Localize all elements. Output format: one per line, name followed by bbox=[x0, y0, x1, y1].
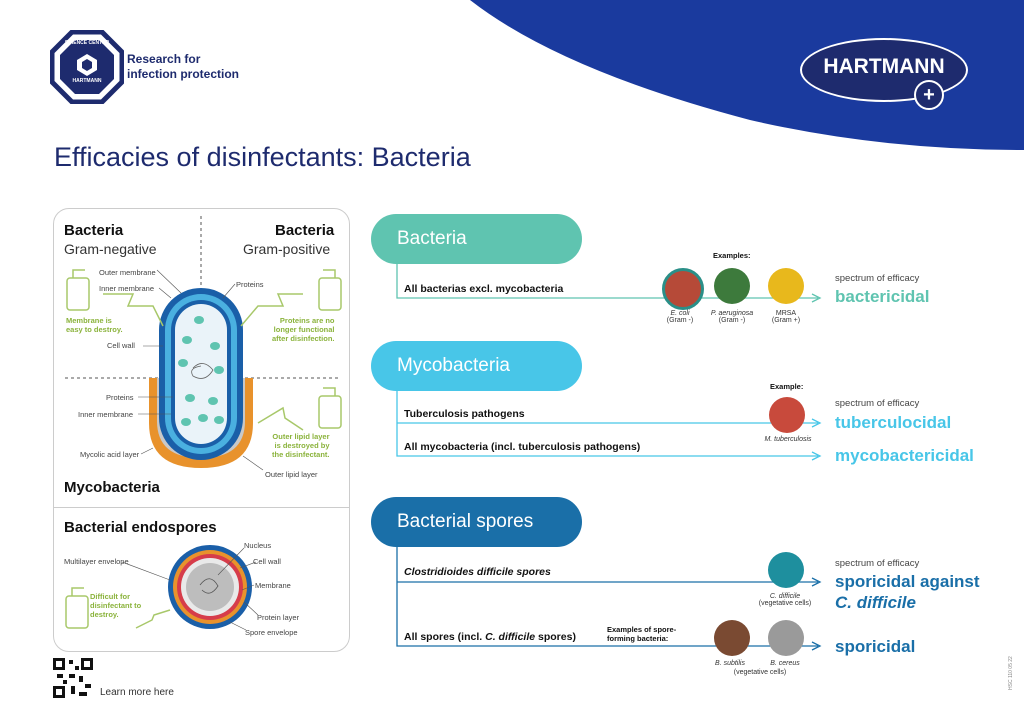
ex-bcereus: B. cereus bbox=[770, 660, 800, 667]
gram-negative-sub: Gram-negative bbox=[64, 241, 157, 257]
ex-mrsa-name: MRSA bbox=[775, 310, 797, 317]
gram-positive-title: Bacteria bbox=[275, 222, 335, 239]
label-nucleus: Nucleus bbox=[244, 541, 272, 550]
logo-ring-text: SCIENCE CENTER bbox=[64, 40, 110, 46]
ex-paeruginosa bbox=[702, 310, 762, 324]
efficacy-sporicidal-cdiff: sporicidal against bbox=[835, 572, 980, 591]
gram-positive-sub: Gram-positive bbox=[243, 241, 331, 257]
label-multilayer: Multilayer envelope bbox=[64, 557, 129, 566]
spectrum-label-myco: spectrum of efficacy bbox=[835, 398, 920, 409]
ex-cdifficile-name: C. difficile bbox=[769, 593, 801, 600]
plus-icon: + bbox=[914, 80, 944, 110]
mtuberculosis-image bbox=[769, 397, 805, 433]
note-proteins-nonfunctional: Proteins are no longer functional after disinfection. bbox=[272, 316, 335, 343]
example-heading-myco: Example: bbox=[770, 382, 804, 391]
efficacy-tuberculocidal: tuberculocidal bbox=[835, 413, 952, 432]
logo-inner-text: HARTMANN bbox=[72, 78, 102, 84]
row-cdifficile-spores: Clostridioides difficile spores bbox=[404, 566, 551, 578]
gram-negative-title: Bacteria bbox=[64, 222, 124, 239]
efficacy-sporicidal: sporicidal bbox=[835, 637, 916, 656]
endospores-title: Bacterial endospores bbox=[64, 519, 217, 536]
spectrum-label-bacteria: spectrum of efficacy bbox=[835, 273, 920, 284]
label-inner-membrane-2: Inner membrane bbox=[78, 410, 134, 419]
note-spore-difficult: Difficult for disinfectant to destroy. bbox=[90, 592, 142, 619]
qr-code[interactable] bbox=[53, 658, 93, 698]
ex-ecoli-sub: (Gram -) bbox=[666, 317, 694, 324]
note-membrane-easy: Membrane is easy to destroy. bbox=[66, 316, 123, 334]
row-all-spores bbox=[404, 631, 576, 643]
ex-cdifficile-sub: (vegetative cells) bbox=[758, 600, 812, 607]
label-protein-layer: Protein layer bbox=[257, 613, 300, 622]
brand-line-2: infection protection bbox=[127, 67, 239, 81]
ecoli-image bbox=[662, 268, 704, 310]
ex-paeruginosa-sub: (Gram -) bbox=[718, 317, 746, 324]
ex-mrsa bbox=[761, 310, 811, 324]
examples-heading-bacteria: Examples: bbox=[713, 251, 751, 260]
ex-cdifficile bbox=[752, 593, 818, 607]
label-outer-membrane: Outer membrane bbox=[99, 268, 156, 277]
doc-code: HSC 110 05 22 bbox=[1008, 656, 1014, 690]
efficacy-bactericidal: bactericidal bbox=[835, 287, 930, 306]
mrsa-image bbox=[768, 268, 804, 304]
label-spore-membrane: Membrane bbox=[255, 581, 291, 590]
label-proteins-2: Proteins bbox=[106, 393, 134, 402]
ex-ecoli-name: E. coli bbox=[670, 310, 690, 317]
label-outer-lipid: Outer lipid layer bbox=[265, 470, 318, 479]
row-all-spores-a: All spores (incl. bbox=[404, 631, 486, 643]
page-title: Efficacies of disinfectants: Bacteria bbox=[54, 142, 471, 172]
bcereus-image bbox=[768, 620, 804, 656]
brand-line-1: Research for bbox=[127, 52, 201, 66]
row-all-mycobacteria: All mycobacteria (incl. tuberculosis pathogens) bbox=[404, 441, 641, 453]
cdifficile-image bbox=[768, 552, 804, 588]
pill-bacteria: Bacteria bbox=[371, 214, 582, 264]
pill-bacterial-spores: Bacterial spores bbox=[371, 497, 582, 547]
mycobacteria-title: Mycobacteria bbox=[64, 479, 160, 496]
pill-mycobacteria: Mycobacteria bbox=[371, 341, 582, 391]
ex-paeruginosa-name: P. aeruginosa bbox=[710, 310, 754, 317]
ex-bsubtilis: B. subtilis bbox=[715, 660, 745, 667]
ex-mtuberculosis: M. tuberculosis bbox=[764, 436, 812, 443]
efficacy-mycobactericidal: mycobactericidal bbox=[835, 446, 974, 465]
examples-heading-spores: Examples of spore- forming bacteria: bbox=[607, 625, 677, 643]
paeruginosa-image bbox=[714, 268, 750, 304]
row-all-bacteria: All bacterias excl. mycobacteria bbox=[404, 283, 564, 295]
spectrum-label-spores: spectrum of efficacy bbox=[835, 558, 920, 569]
ex-mrsa-sub: (Gram +) bbox=[771, 317, 801, 324]
bsubtilis-image bbox=[714, 620, 750, 656]
efficacy-cdifficile: C. difficile bbox=[835, 593, 916, 612]
row-all-spores-b: C. difficile bbox=[485, 631, 536, 643]
row-all-spores-c: spores) bbox=[535, 631, 576, 643]
note-lipid-destroyed: Outer lipid layer is destroyed by the disinfectant. bbox=[272, 432, 330, 459]
learn-more-link[interactable]: Learn more here bbox=[100, 687, 174, 698]
hartmann-logo-text: HARTMANN bbox=[823, 55, 945, 78]
label-inner-membrane: Inner membrane bbox=[99, 284, 155, 293]
label-cell-wall: Cell wall bbox=[107, 341, 135, 350]
row-tuberculosis: Tuberculosis pathogens bbox=[404, 408, 525, 420]
label-proteins: Proteins bbox=[236, 280, 264, 289]
ex-vegetative-cells: (vegetative cells) bbox=[733, 669, 787, 676]
label-mycolic-acid: Mycolic acid layer bbox=[80, 450, 140, 459]
label-spore-envelope: Spore envelope bbox=[245, 628, 298, 637]
label-spore-cell-wall: Cell wall bbox=[253, 557, 281, 566]
ex-ecoli bbox=[655, 310, 705, 324]
